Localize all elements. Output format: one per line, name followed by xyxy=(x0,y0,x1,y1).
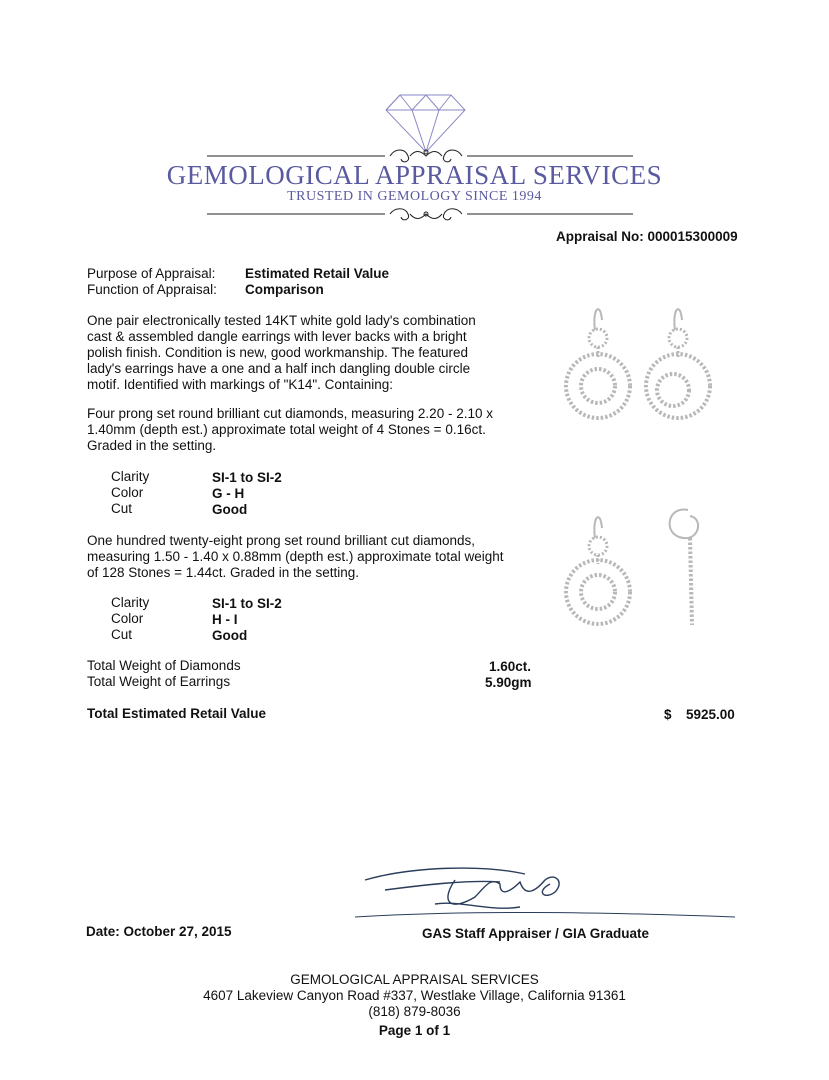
purpose-value: Estimated Retail Value xyxy=(245,266,390,281)
item-description: One pair electronically tested 14KT white gold lady's combination cast & assembled dangle earrings with lever backs with a bright polish finish. Condition is new, good workmanship. The featured lady's earrings have a one and a half inch dangling double circle motif. Identified with markings of "K14". Containing: xyxy=(87,313,476,392)
appraiser-signature xyxy=(350,862,740,927)
purpose-label: Purpose of Appraisal: xyxy=(87,266,216,281)
brand-tagline: TRUSTED IN GEMOLOGY SINCE 1994 xyxy=(287,189,542,204)
footer-phone: (818) 879-8036 xyxy=(368,1004,461,1019)
footer-address: 4607 Lakeview Canyon Road #337, Westlake Village, California 91361 xyxy=(203,988,626,1003)
currency-symbol: $ xyxy=(664,707,672,722)
clarity-label: Clarity xyxy=(111,469,150,484)
total-earrings-value: 5.90gm xyxy=(485,675,532,690)
footer-company: GEMOLOGICAL APPRAISAL SERVICES xyxy=(290,972,539,987)
total-diamonds-label: Total Weight of Diamonds xyxy=(87,658,241,673)
earrings-photo xyxy=(540,290,750,650)
ornament-bottom xyxy=(207,209,633,220)
cut-label: Cut xyxy=(111,627,133,642)
diamond-icon xyxy=(386,95,465,152)
cut-label: Cut xyxy=(111,501,133,516)
function-label: Function of Appraisal: xyxy=(87,282,217,297)
clarity-label: Clarity xyxy=(111,595,150,610)
page-number: Page 1 of 1 xyxy=(378,1023,451,1038)
appraiser-title: GAS Staff Appraiser / GIA Graduate xyxy=(422,926,650,941)
clarity-value: SI-1 to SI-2 xyxy=(212,596,282,611)
color-label: Color xyxy=(111,485,144,500)
total-retail-label: Total Estimated Retail Value xyxy=(87,706,267,721)
color-value: G - H xyxy=(212,486,245,501)
stone-group-1-description: Four prong set round brilliant cut diamonds, measuring 2.20 - 2.10 x 1.40mm (depth est.) approximate total weight of 4 Stones = 0.16ct. Graded in the setting. xyxy=(87,406,493,453)
appraisal-number: Appraisal No: 000015300009 xyxy=(556,229,738,244)
color-label: Color xyxy=(111,611,144,626)
total-diamonds-value: 1.60ct. xyxy=(489,659,532,674)
function-value: Comparison xyxy=(245,282,324,297)
appraisal-date: Date: October 27, 2015 xyxy=(86,924,232,939)
clarity-value: SI-1 to SI-2 xyxy=(212,470,282,485)
cut-value: Good xyxy=(212,628,248,643)
brand-name: GEMOLOGICAL APPRAISAL SERVICES xyxy=(166,160,663,190)
total-earrings-label: Total Weight of Earrings xyxy=(87,674,231,689)
cut-value: Good xyxy=(212,502,248,517)
color-value: H - I xyxy=(212,612,238,627)
stone-group-2-description: One hundred twenty-eight prong set round brilliant cut diamonds, measuring 1.50 - 1.40 x 0.88mm (depth est.) approximate total weight of 128 Stones = 1.44ct. Graded in the setting. xyxy=(87,533,504,580)
total-retail-value: 5925.00 xyxy=(686,707,735,722)
